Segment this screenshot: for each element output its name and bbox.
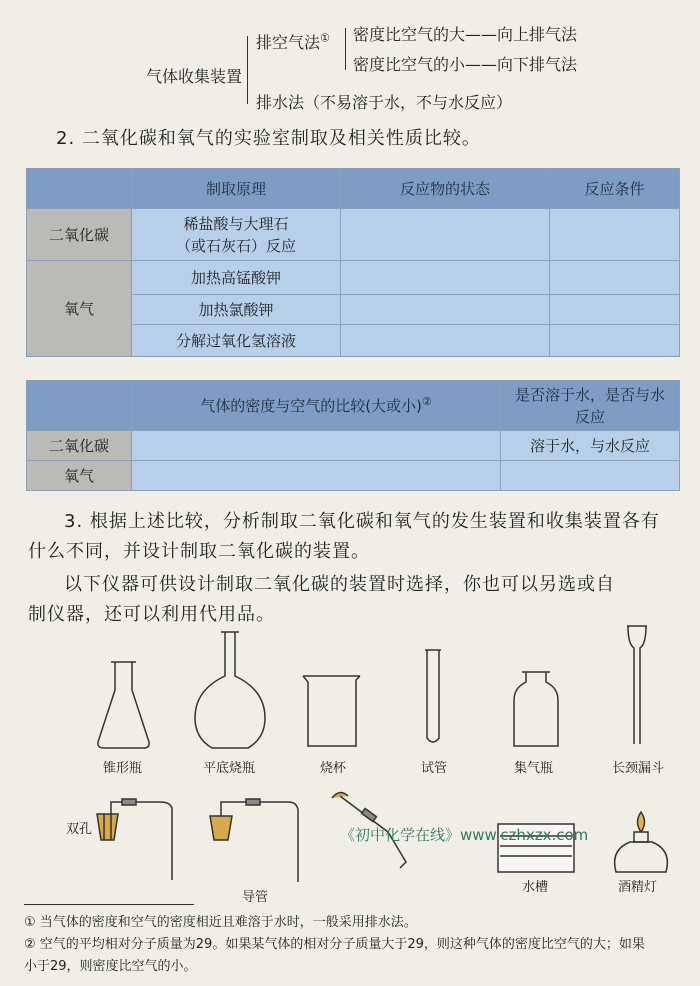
- two-hole-stopper-icon: [97, 799, 172, 880]
- denser-rule: 密度比空气的大——向上排气法: [353, 25, 578, 44]
- table1-o2-state-2: [341, 295, 550, 325]
- footnote-1: ① 当气体的密度和空气的密度相近且难溶于水时，一般采用排水法。: [24, 915, 417, 930]
- label-two-hole: 双孔: [66, 822, 93, 837]
- table1-o2-state-1: [341, 261, 550, 295]
- alcohol-lamp-icon: [615, 812, 668, 872]
- brace-main: [247, 36, 248, 104]
- label-trough: 水槽: [522, 880, 549, 895]
- table1-o2-state-3: [341, 325, 550, 357]
- table2-corner: [27, 381, 132, 431]
- long-funnel-icon: [627, 626, 647, 744]
- table1-o2-principle-1: 加热高锰酸钾: [132, 261, 341, 295]
- table2-row-co2: 二氧化碳: [27, 431, 132, 461]
- label-test-tube: 试管: [421, 761, 448, 776]
- table2-header-solubility: 是否溶于水，是否与水 反应: [501, 381, 680, 431]
- footnote-2-line2: 小于29，则密度比空气的小。: [24, 959, 197, 974]
- method-air-label: 排空气法①: [256, 31, 330, 52]
- beaker-icon: [303, 676, 360, 746]
- table1-corner: [27, 169, 132, 209]
- table1-co2-state: [341, 209, 550, 261]
- collection-tree: [140, 22, 610, 112]
- test-tube-icon: [425, 650, 441, 742]
- label-tube: 导管: [242, 890, 269, 905]
- conical-flask-icon: [98, 662, 149, 748]
- collection-root: 气体收集装置: [146, 67, 243, 86]
- section3-line1: 3. 根据上述比较，分析制取二氧化碳和氧气的发生装置和收集装置各有: [64, 511, 660, 532]
- section2-title: 2. 二氧化碳和氧气的实验室制取及相关性质比较。: [56, 128, 481, 149]
- comparison-table-1: [26, 168, 680, 357]
- comparison-table-2: [26, 380, 680, 491]
- label-gas-jar: 集气瓶: [514, 761, 554, 776]
- instrument-illustrations: [0, 610, 700, 890]
- table1-header-principle: 制取原理: [132, 169, 341, 209]
- section3-line4: 制仪器，还可以利用代用品。: [28, 604, 275, 625]
- table1-header-condition: 反应条件: [550, 169, 680, 209]
- lighter-rule: 密度比空气的小——向下排气法: [353, 55, 578, 74]
- gas-jar-icon: [514, 672, 558, 746]
- table2-co2-solubility: 溶于水，与水反应: [501, 431, 680, 461]
- table1-row-o2: 氧气: [27, 261, 132, 357]
- footnote-2-line1: ② 空气的平均相对分子质量为29。如果某气体的相对分子质量大于29，则这种气体的密度比空气的大；如果: [24, 937, 645, 952]
- label-lamp: 酒精灯: [618, 880, 658, 895]
- table2-o2-density: [132, 461, 501, 491]
- table1-o2-principle-3: 分解过氧化氢溶液: [132, 325, 341, 357]
- table2-o2-solubility: [501, 461, 680, 491]
- table2-header-density: 气体的密度与空气的比较(大或小)②: [132, 381, 501, 431]
- table1-co2-condition: [550, 209, 680, 261]
- method-water-label: 排水法（不易溶于水，不与水反应）: [256, 93, 513, 112]
- label-flat-flask: 平底烧瓶: [203, 761, 256, 776]
- table2-co2-density: [132, 431, 501, 461]
- section3-line3: 以下仪器可供设计制取二氧化碳的装置时选择，你也可以另选或自: [64, 574, 615, 595]
- table1-o2-condition-3: [550, 325, 680, 357]
- table2-row-o2: 氧气: [27, 461, 132, 491]
- flat-flask-icon: [195, 632, 265, 748]
- label-beaker: 烧杯: [320, 761, 347, 776]
- label-long-funnel: 长颈漏斗: [612, 761, 665, 776]
- footnote-divider: [24, 904, 194, 905]
- section3-line2: 什么不同，并设计制取二氧化碳的装置。: [28, 541, 370, 562]
- table1-o2-condition-1: [550, 261, 680, 295]
- table1-o2-condition-2: [550, 295, 680, 325]
- table1-row-co2: 二氧化碳: [27, 209, 132, 261]
- brace-air: [345, 28, 346, 70]
- tube-icon: [210, 799, 298, 882]
- watermark: 《初中化学在线》www.czhxzx.com: [340, 826, 589, 844]
- table1-o2-principle-2: 加热氯酸钾: [132, 295, 341, 325]
- label-conical-flask: 锥形瓶: [103, 761, 143, 776]
- table1-co2-principle: 稀盐酸与大理石 （或石灰石）反应: [132, 209, 341, 261]
- table1-header-state: 反应物的状态: [341, 169, 550, 209]
